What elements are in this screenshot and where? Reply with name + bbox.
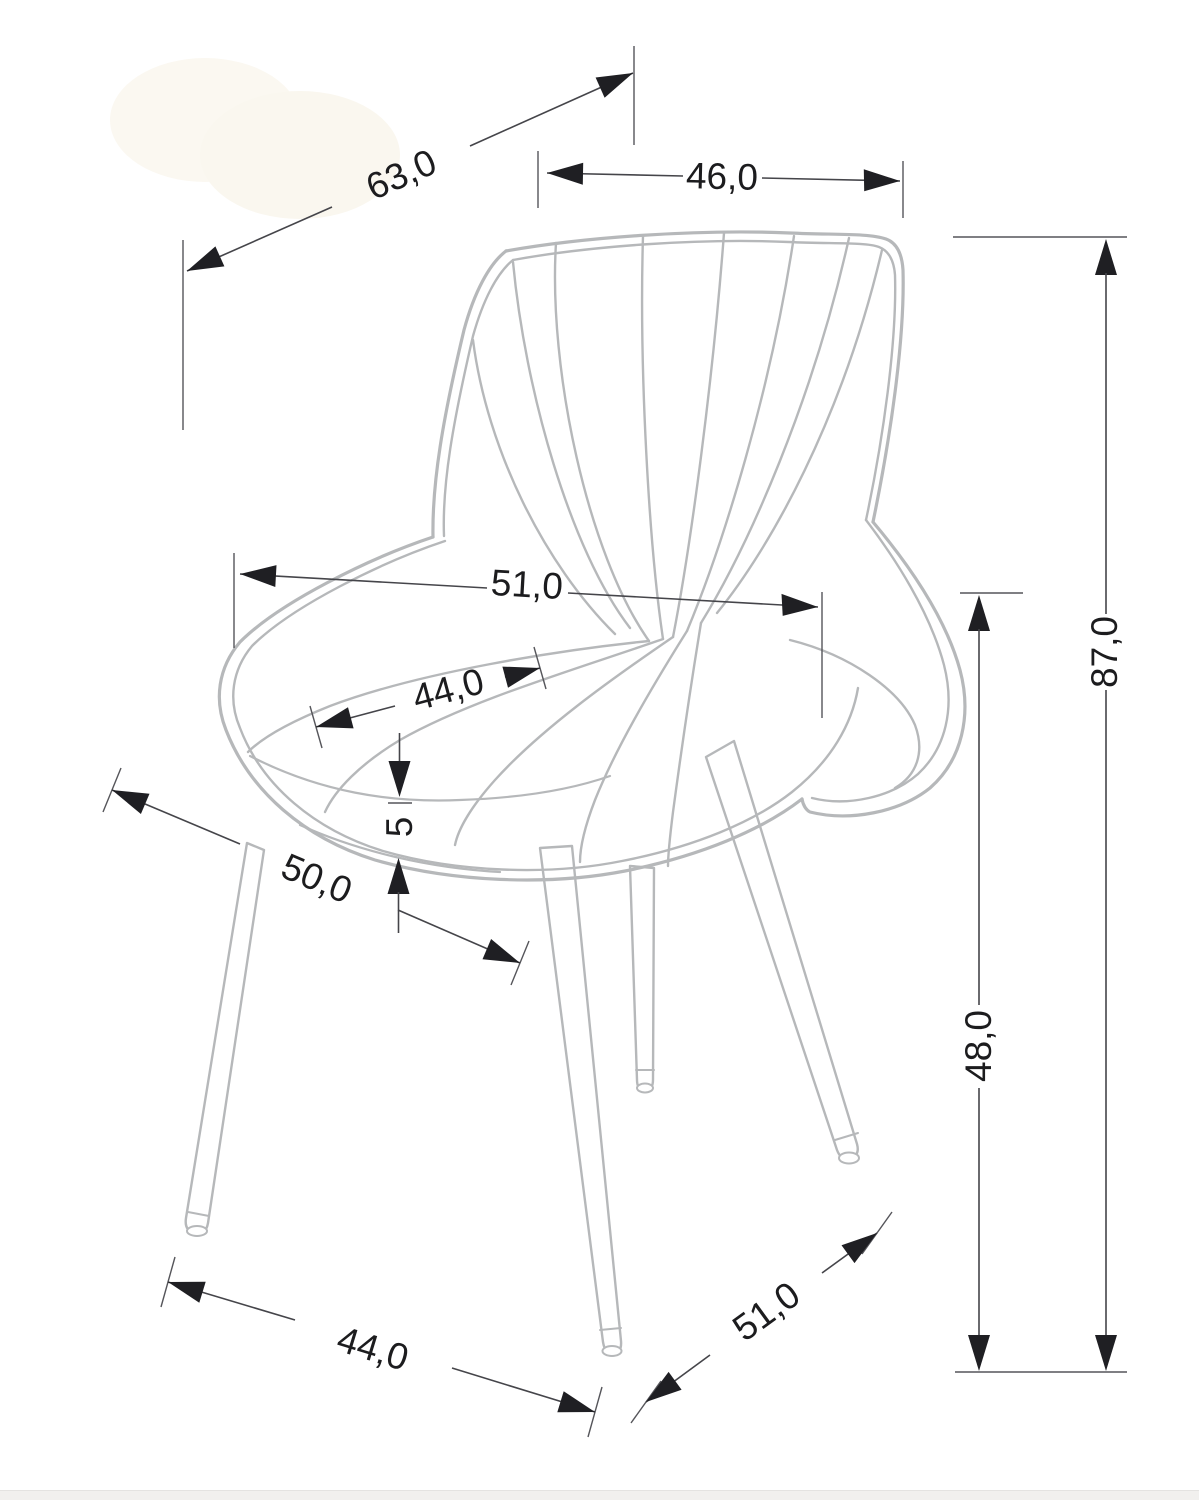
dim-seat-cushion-width-label: 44,0 xyxy=(408,660,489,719)
dim-front-base-width-label: 44,0 xyxy=(332,1318,414,1379)
dimension-seat-cushion-width xyxy=(310,647,546,748)
dimension-front-base-width xyxy=(161,1257,602,1437)
chair-right-bolster xyxy=(790,520,965,816)
chair-shell xyxy=(219,232,965,880)
chair-seat-channels xyxy=(248,623,701,866)
dimension-seat-edge-thickness xyxy=(379,733,420,933)
dim-backrest-top-width-label: 46,0 xyxy=(685,155,759,198)
chair-leg-front-left xyxy=(540,846,621,1354)
chair-leg-front-right xyxy=(706,741,858,1159)
dim-overall-depth-label: 63,0 xyxy=(359,141,443,208)
dim-overall-height-label: 87,0 xyxy=(1084,615,1125,689)
chair-legs xyxy=(186,741,859,1356)
dim-seat-depth-label: 50,0 xyxy=(275,845,358,912)
dimension-seat-height xyxy=(958,593,1023,1371)
dimension-backrest-top-width xyxy=(538,151,903,218)
dim-seat-edge-thickness-label: 5 xyxy=(379,816,420,838)
dim-backrest-width-label: 51,0 xyxy=(489,561,565,608)
dim-seat-height-label: 48,0 xyxy=(958,1009,999,1083)
dim-side-base-depth-label: 51,0 xyxy=(725,1273,808,1350)
dimension-side-base-depth xyxy=(631,1212,892,1423)
chair-leg-rear-right xyxy=(630,866,654,1090)
watermark xyxy=(110,58,400,219)
page-bottom-strip xyxy=(0,1490,1199,1500)
chair-leg-rear-left xyxy=(186,843,264,1233)
dimension-backrest-width xyxy=(234,553,822,718)
